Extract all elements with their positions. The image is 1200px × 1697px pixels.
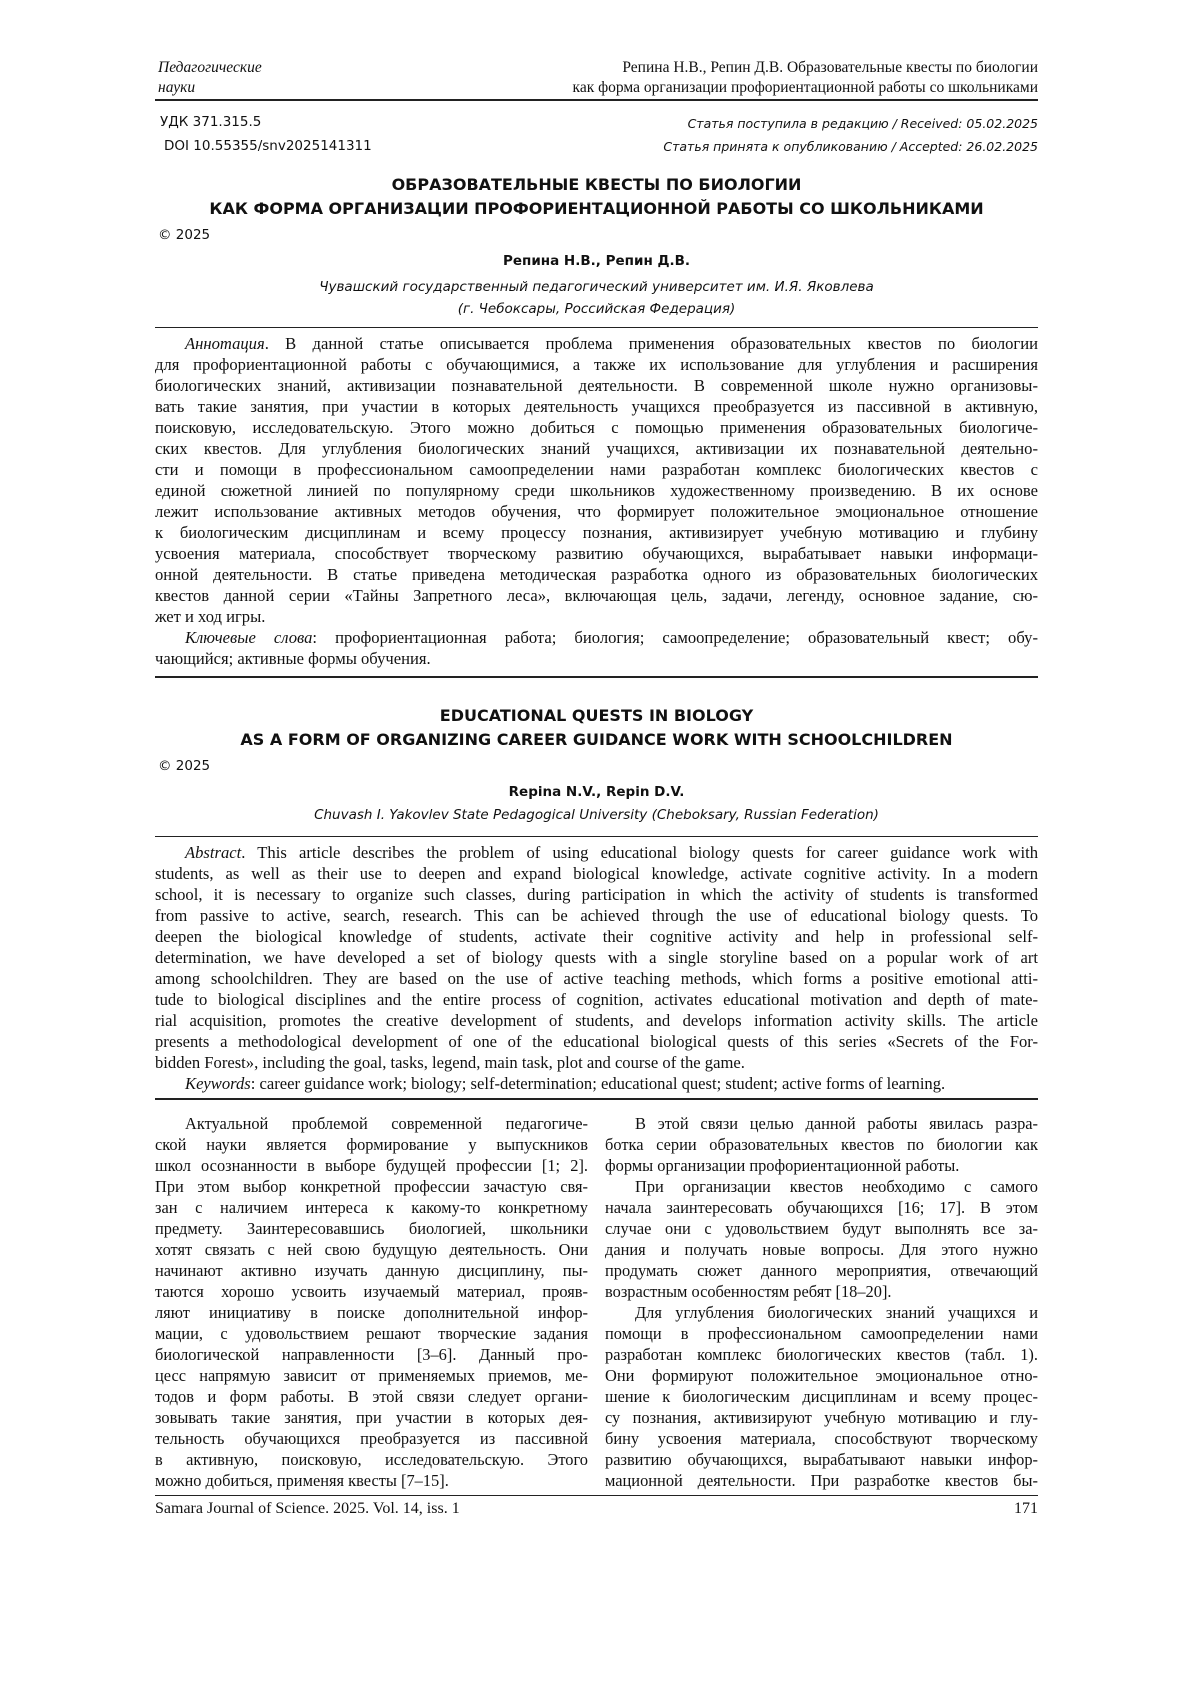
line-text: students, as well as their use to deepen and expand biological knowledge, activate cognitive activity. In a modern [155, 864, 1038, 883]
line-text: биологических знаний, активизации познавательной деятельности. В современной школе нужно организовы- [155, 376, 1038, 395]
title-line: EDUCATIONAL QUESTS IN BIOLOGY [155, 704, 1038, 728]
label: Keywords [185, 1074, 251, 1093]
line-text: school, it is necessary to organize such classes, during participation in which the activity of students is transformed [155, 885, 1038, 904]
line-text: чающийся; активные формы обучения. [155, 649, 431, 668]
text-line [155, 459, 1038, 480]
text-line [155, 1113, 588, 1134]
accepted-date: Статья принята к опубликованию / Accepted: 26.02.2025 [663, 139, 1038, 154]
line-text: усвоения материала, способствует творческому развитию обучающихся, вырабатывает навыки информаци- [155, 544, 1038, 563]
text-line [155, 1010, 1038, 1031]
abstract-en [155, 842, 1038, 1094]
label: Abstract [185, 843, 241, 862]
line-text: Актуальной проблемой современной педагогиче- [185, 1114, 588, 1133]
line-text: bidden Forest», including the goal, tasks, legend, main task, plot and course of the game. [155, 1053, 745, 1072]
authors-en: Repina N.V., Repin D.V. [155, 784, 1038, 800]
text-line [155, 1470, 588, 1491]
footer-rule [155, 1495, 1038, 1496]
text-line [155, 926, 1038, 947]
line-text: начала заинтересовать обучающихся [16; 17]. В этом [605, 1198, 1038, 1217]
line-text: цесс напрямую зависит от применяемых приемов, ме- [155, 1366, 588, 1385]
line-text: Для углубления биологических знаний учащихся и [635, 1303, 1038, 1322]
text-line [605, 1155, 1038, 1176]
line-text: ляют инициативу в поиске дополнительной инфор- [155, 1303, 588, 1322]
line-text: разработан комплекс биологических квестов (табл. 1). [605, 1345, 1038, 1364]
rule [155, 836, 1038, 837]
text-line [605, 1470, 1038, 1491]
text-line [155, 1365, 588, 1386]
title-line: КАК ФОРМА ОРГАНИЗАЦИИ ПРОФОРИЕНТАЦИОННОЙ РАБОТЫ СО ШКОЛЬНИКАМИ [155, 197, 1038, 221]
text-line [155, 1302, 588, 1323]
text-line [155, 1197, 588, 1218]
line-text: поисковую, исследовательскую. Этого можно добиться с помощью применения образовательных биологиче- [155, 418, 1038, 437]
affiliation-line: (г. Чебоксары, Российская Федерация) [155, 298, 1038, 320]
line-text: таются хорошо усвоить изучаемый материал, прояв- [155, 1282, 588, 1301]
article-title-en [155, 704, 1038, 752]
body-column-left [155, 1113, 588, 1491]
affiliation-en: Chuvash I. Yakovlev State Pedagogical University (Cheboksary, Russian Federation) [155, 807, 1038, 823]
running-title [573, 58, 1038, 98]
line-text: бину усвоения материала, способствуют творческому [605, 1429, 1038, 1448]
text-line [155, 1260, 588, 1281]
text-line [155, 1052, 1038, 1073]
body-column-right [605, 1113, 1038, 1491]
text-line [605, 1323, 1038, 1344]
text-line [605, 1428, 1038, 1449]
line-text: для профориентационной работы с обучающимися, а также их использование для углубления и расширения [155, 355, 1038, 374]
text-line [605, 1218, 1038, 1239]
text-line [605, 1134, 1038, 1155]
line-text: . В данной статье описывается проблема применения образовательных квестов по биологии [265, 334, 1038, 353]
line-text: единой сюжетной линией по популярному среди школьников художественному произведению. В их основе [155, 481, 1038, 500]
received-date: Статья поступила в редакцию / Received: 05.02.2025 [688, 116, 1038, 131]
text-line [605, 1281, 1038, 1302]
label: Ключевые слова [185, 628, 312, 647]
text-line [155, 354, 1038, 375]
rule [155, 1098, 1038, 1100]
text-line [155, 947, 1038, 968]
text-line [155, 1407, 588, 1428]
line-text: в активную, поисковую, исследовательскую. Этого [155, 1450, 588, 1469]
text-line [155, 396, 1038, 417]
text-line [605, 1113, 1038, 1134]
text-line [155, 501, 1038, 522]
line-text: : career guidance work; biology; self-determination; educational quest; student; active forms of learning. [251, 1074, 945, 1093]
running-title-line: Репина Н.В., Репин Д.В. Образовательные квесты по биологии [573, 58, 1038, 78]
line-text: школ осознанности в выборе будущей профессии [1; 2]. [155, 1156, 588, 1175]
header-left-line: науки [158, 78, 262, 98]
rule [155, 327, 1038, 328]
text-line [155, 1218, 588, 1239]
copyright: © 2025 [158, 227, 210, 243]
text-line [155, 333, 1038, 354]
header-section-label [158, 58, 262, 98]
affiliation-line: Чувашский государственный педагогический университет им. И.Я. Яковлева [155, 276, 1038, 298]
line-text: онной деятельности. В статье приведена методическая разработка одного из образовательных биологических [155, 565, 1038, 584]
text-line [155, 606, 1038, 627]
text-line [155, 522, 1038, 543]
text-line [605, 1197, 1038, 1218]
title-line: AS A FORM OF ORGANIZING CAREER GUIDANCE WORK WITH SCHOOLCHILDREN [155, 728, 1038, 752]
authors-ru: Репина Н.В., Репин Д.В. [155, 253, 1038, 269]
text-line [605, 1344, 1038, 1365]
line-text: вать такие занятия, при участии в которых деятельность учащихся преобразуется из пассивной в активную, [155, 397, 1038, 416]
text-line [155, 1281, 588, 1302]
text-line [155, 968, 1038, 989]
text-line [155, 438, 1038, 459]
text-line [155, 1449, 588, 1470]
line-text: можно добиться, применяя квесты [7–15]. [155, 1471, 449, 1490]
line-text: жет и ход игры. [155, 607, 265, 626]
line-text: предмету. Заинтересовавшись биологией, школьники [155, 1219, 588, 1238]
text-line [155, 585, 1038, 606]
text-line [605, 1365, 1038, 1386]
line-text: развитию обучающихся, вырабатывают навыки инфор- [605, 1450, 1038, 1469]
text-line [155, 1031, 1038, 1052]
line-text: су познания, активизируют учебную мотивацию и глу- [605, 1408, 1038, 1427]
line-text: мационной деятельности. При разработке квестов бы- [605, 1471, 1038, 1490]
line-text: determination, we have developed a set of biology quests with a single storyline based on a popular work of art [155, 948, 1038, 967]
text-line [155, 989, 1038, 1010]
line-text: ботка серии образовательных квестов по биологии как [605, 1135, 1038, 1154]
running-title-line: как форма организации профориентационной работы со школьниками [573, 78, 1038, 98]
line-text: зан с наличием интереса к какому-то конкретному [155, 1198, 588, 1217]
line-text: квестов данной серии «Тайны Запретного леса», включающая цель, задачи, легенду, основное задание, сю- [155, 586, 1038, 605]
text-line [155, 884, 1038, 905]
line-text: дания и получать новые вопросы. Для этого нужно [605, 1240, 1038, 1259]
page-number: 171 [1014, 1500, 1038, 1518]
document-page [0, 0, 1200, 1697]
line-text: начинают активно изучать данную дисциплину, пы- [155, 1261, 588, 1280]
text-line [155, 863, 1038, 884]
line-text: хотят связать с ней свою будущую деятельность. Они [155, 1240, 588, 1259]
line-text: from passive to active, search, research. This can be achieved through the use of educational biology quests. To [155, 906, 1038, 925]
header-rule [155, 99, 1038, 101]
line-text: случае они с удовольствием будут выполнять все за- [605, 1219, 1038, 1238]
text-line [155, 1428, 588, 1449]
text-line [155, 1176, 588, 1197]
text-line [155, 1239, 588, 1260]
label: Аннотация [185, 334, 265, 353]
line-text: шение к биологическим дисциплинам и всему процес- [605, 1387, 1038, 1406]
line-text: возрастным особенностям ребят [18–20]. [605, 1282, 892, 1301]
text-line [605, 1407, 1038, 1428]
line-text: сти и помощи в профессиональном самоопределении нами разработан комплекс биологических квестов с [155, 460, 1038, 479]
text-line [155, 1344, 588, 1365]
line-text: : профориентационная работа; биология; самоопределение; образовательный квест; обу- [312, 628, 1038, 647]
doi: DOI 10.55355/snv2025141311 [164, 138, 372, 154]
line-text: presents a methodological development of one of the educational biological quests of this series «Secrets of the For- [155, 1032, 1038, 1051]
footer-journal: Samara Journal of Science. 2025. Vol. 14, iss. 1 [155, 1500, 460, 1518]
title-line: ОБРАЗОВАТЕЛЬНЫЕ КВЕСТЫ ПО БИОЛОГИИ [155, 173, 1038, 197]
text-line [155, 627, 1038, 648]
line-text: При этом выбор конкретной профессии зачастую свя- [155, 1177, 588, 1196]
text-line [605, 1260, 1038, 1281]
line-text: . This article describes the problem of using educational biology quests for career guidance work with [241, 843, 1038, 862]
abstract-ru [155, 333, 1038, 669]
line-text: помощи в профессиональном самоопределении нами [605, 1324, 1038, 1343]
text-line [155, 1155, 588, 1176]
line-text: rial acquisition, promotes the creative development of students, and develops information activity skills. The article [155, 1011, 1038, 1030]
text-line [605, 1386, 1038, 1407]
affiliation-ru [155, 276, 1038, 320]
line-text: продумать сюжет данного мероприятия, отвечающий [605, 1261, 1038, 1280]
text-line [155, 648, 1038, 669]
line-text: deepen the biological knowledge of students, activate their cognitive activity and help in professional self- [155, 927, 1038, 946]
line-text: В этой связи целью данной работы явилась разра- [635, 1114, 1038, 1133]
line-text: Они формируют положительное эмоциональное отно- [605, 1366, 1038, 1385]
text-line [605, 1176, 1038, 1197]
text-line [155, 1134, 588, 1155]
text-line [155, 1073, 1038, 1094]
header-left-line: Педагогические [158, 58, 262, 78]
udk: УДК 371.315.5 [160, 114, 261, 130]
text-line [155, 375, 1038, 396]
text-line [155, 905, 1038, 926]
text-line [155, 480, 1038, 501]
line-text: ской науки является формирование у выпускников [155, 1135, 588, 1154]
line-text: формы организации профориентационной работы. [605, 1156, 959, 1175]
text-line [155, 543, 1038, 564]
line-text: among schoolchildren. They are based on the use of active teaching methods, which forms a positive emotional atti- [155, 969, 1038, 988]
line-text: лежит использование активных методов обучения, что формирует положительное эмоциональное отношение [155, 502, 1038, 521]
line-text: к биологическим дисциплинам и всему процессу познания, активизирует учебную мотивацию и глубину [155, 523, 1038, 542]
line-text: tude to biological disciplines and the entire process of cognition, activates educational motivation and depth of mate- [155, 990, 1038, 1009]
text-line [155, 1323, 588, 1344]
text-line [155, 842, 1038, 863]
line-text: мации, с удовольствием решают творческие задания [155, 1324, 588, 1343]
line-text: зовывать такие занятия, при участии в которых дея- [155, 1408, 588, 1427]
rule [155, 676, 1038, 678]
line-text: При организации квестов необходимо с самого [635, 1177, 1038, 1196]
copyright: © 2025 [158, 758, 210, 774]
line-text: тельность обучающихся преобразуется из пассивной [155, 1429, 588, 1448]
article-title-ru [155, 173, 1038, 221]
text-line [605, 1239, 1038, 1260]
line-text: тодов и форм работы. В этой связи следует органи- [155, 1387, 588, 1406]
line-text: биологической направленности [3–6]. Данный про- [155, 1345, 588, 1364]
text-line [605, 1449, 1038, 1470]
line-text: ских квестов. Для углубления биологических знаний учащихся, активизации их познавательной деятельно- [155, 439, 1038, 458]
text-line [155, 564, 1038, 585]
text-line [155, 1386, 588, 1407]
text-line [155, 417, 1038, 438]
text-line [605, 1302, 1038, 1323]
